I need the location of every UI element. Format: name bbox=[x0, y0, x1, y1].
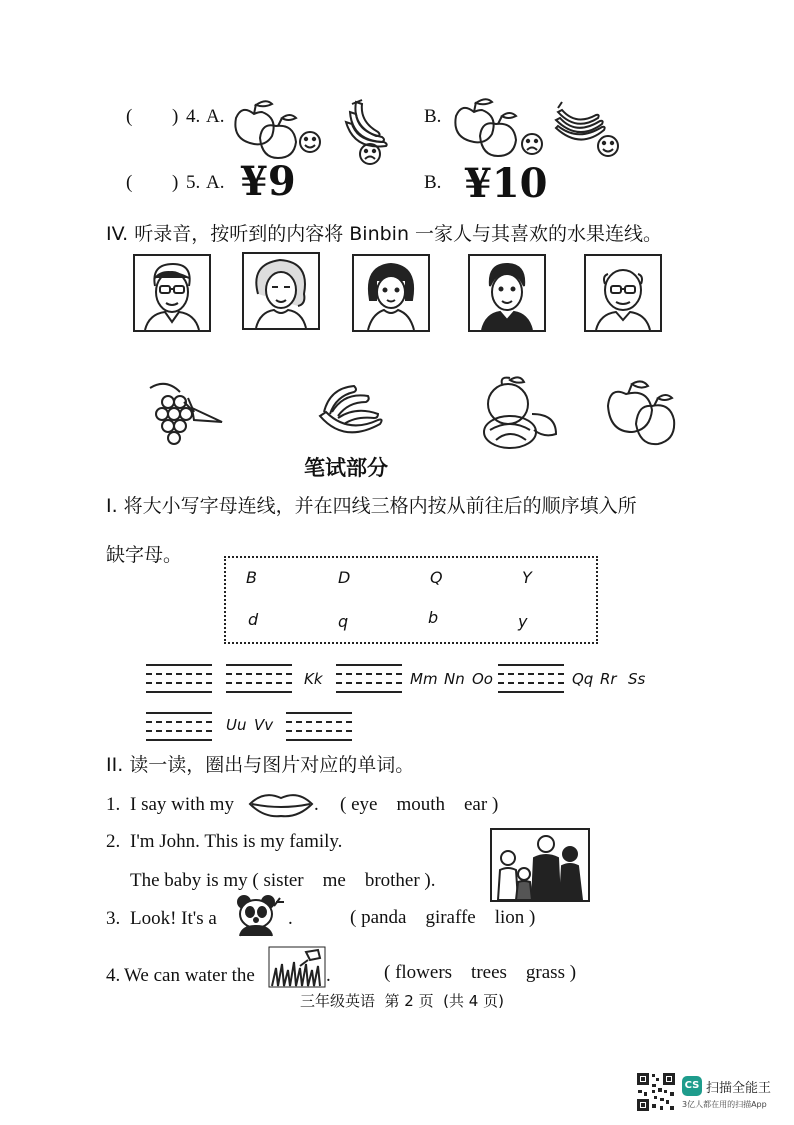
four-line-grid[interactable] bbox=[336, 664, 402, 692]
portrait-sister bbox=[352, 254, 430, 332]
page-footer: 三年级英语 第 2 页 (共 4 页) bbox=[300, 992, 504, 1010]
q3-options[interactable]: ( panda giraffe lion ) bbox=[350, 907, 536, 928]
letter-matching-box bbox=[224, 556, 598, 644]
oranges-icon bbox=[470, 374, 564, 454]
apples-sad-icon bbox=[452, 94, 552, 166]
q5-option-b: B. bbox=[424, 172, 442, 193]
q5-open-paren: ( bbox=[126, 172, 133, 193]
upper-letter: D bbox=[338, 568, 351, 587]
given-letters: Kk bbox=[304, 670, 323, 688]
q2-text: I'm John. This is my family. bbox=[130, 831, 343, 852]
written-part-title: 笔试部分 bbox=[304, 456, 388, 480]
part2-heading: II. 读一读，圈出与图片对应的单词。 bbox=[106, 754, 415, 776]
given-letters: Ss bbox=[628, 670, 646, 688]
qr-code-icon bbox=[636, 1072, 676, 1112]
apples-happy-icon bbox=[232, 96, 332, 166]
given-letters: Mm bbox=[410, 670, 438, 688]
portrait-father bbox=[133, 254, 211, 332]
bananas-happy-icon bbox=[552, 98, 626, 164]
q2-line2[interactable]: The baby is my ( sister me brother ). bbox=[130, 870, 436, 891]
watermark-brand: 扫描全能王 bbox=[706, 1081, 772, 1096]
watermark-subtitle: 3亿人都在用的扫描App bbox=[682, 1100, 767, 1109]
grass-watering-icon bbox=[268, 946, 326, 988]
q4-close-paren: ) bbox=[172, 106, 179, 127]
q4-number-part2: 4. bbox=[106, 965, 121, 986]
q4-open-paren: ( bbox=[126, 106, 133, 127]
portrait-mother bbox=[242, 252, 320, 330]
q1-text: I say with my bbox=[130, 794, 234, 815]
upper-letter: B bbox=[246, 568, 257, 587]
portrait-grandfather bbox=[584, 254, 662, 332]
q4-option-a: A. bbox=[206, 106, 225, 127]
part1-heading-line2: 缺字母。 bbox=[106, 544, 183, 566]
upper-letter: Y bbox=[522, 568, 532, 587]
given-letters: Uu bbox=[226, 716, 247, 734]
q4-text: We can water the bbox=[124, 965, 255, 986]
q3-end: . bbox=[288, 908, 293, 929]
lower-letter: y bbox=[518, 612, 528, 631]
given-letters: Vv bbox=[254, 716, 274, 734]
upper-letter: Q bbox=[430, 568, 443, 587]
mouth-icon bbox=[248, 788, 314, 820]
given-letters: Qq bbox=[572, 670, 594, 688]
q5-price-b: ¥10 bbox=[464, 160, 548, 207]
four-line-grid[interactable] bbox=[146, 664, 212, 692]
part1-heading-line1: I. 将大小写字母连线，并在四线三格内按从前往后的顺序填入所 bbox=[106, 495, 637, 517]
q5-price-a: ¥9 bbox=[240, 158, 296, 205]
four-line-grid[interactable] bbox=[146, 712, 212, 740]
lower-letter: q bbox=[338, 612, 349, 631]
given-letters: Rr bbox=[600, 670, 617, 688]
q1-number: 1. bbox=[106, 794, 121, 815]
given-letters: Oo bbox=[472, 670, 493, 688]
four-line-grid[interactable] bbox=[226, 664, 292, 692]
portrait-binbin bbox=[468, 254, 546, 332]
camscanner-badge: CS bbox=[682, 1076, 702, 1096]
q2-number: 2. bbox=[106, 831, 121, 852]
given-letters: Nn bbox=[444, 670, 465, 688]
apples-icon bbox=[604, 376, 680, 450]
section4-heading: IV. 听录音，按听到的内容将 Binbin 一家人与其喜欢的水果连线。 bbox=[106, 223, 663, 245]
bananas-icon bbox=[314, 382, 390, 448]
q4-end: . bbox=[326, 965, 331, 986]
lower-letter: d bbox=[248, 610, 259, 629]
panda-icon bbox=[230, 892, 286, 938]
family-photo-icon bbox=[490, 828, 590, 902]
q5-option-a: A. bbox=[206, 172, 225, 193]
bananas-sad-icon bbox=[342, 96, 422, 170]
q5-number: 5. bbox=[186, 172, 201, 193]
q3-text: Look! It's a bbox=[130, 908, 217, 929]
lower-letter: b bbox=[428, 608, 439, 627]
four-line-grid[interactable] bbox=[286, 712, 352, 740]
q5-close-paren: ) bbox=[172, 172, 179, 193]
q1-end: . bbox=[314, 794, 319, 815]
four-line-grid[interactable] bbox=[498, 664, 564, 692]
q3-number: 3. bbox=[106, 908, 121, 929]
q4-number: 4. bbox=[186, 106, 201, 127]
q4-option-b: B. bbox=[424, 106, 442, 127]
q4-options[interactable]: ( flowers trees grass ) bbox=[384, 962, 577, 983]
q1-options[interactable]: ( eye mouth ear ) bbox=[340, 794, 499, 815]
grapes-carrot-icon bbox=[144, 378, 228, 450]
